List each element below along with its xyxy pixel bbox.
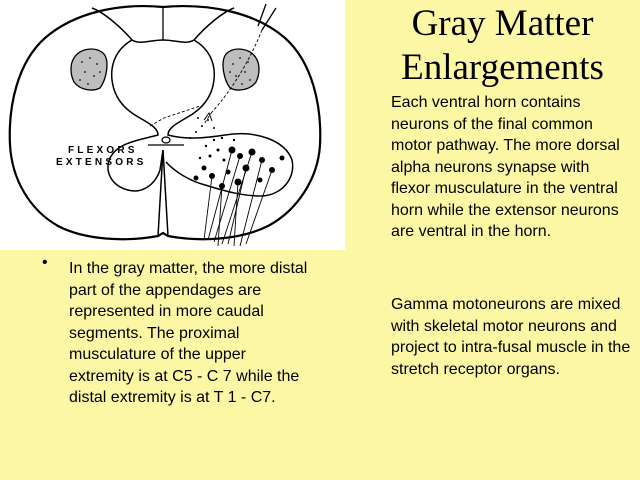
- motor-neuron-cluster: [194, 137, 285, 189]
- title-line-1: Gray Matter: [411, 3, 594, 44]
- slide-title: [380, 2, 625, 90]
- spinal-cord-cross-section-drawing: [0, 0, 345, 250]
- spinal-cord-diagram: [0, 0, 345, 250]
- extensors-label: EXTENSORS: [56, 157, 147, 168]
- spinal-cord-outline: [10, 6, 320, 239]
- ventral-horn-paragraph: Each ventral horn contains neurons of the final common motor pathway. The more dorsal alpha neurons synapse with flexor musculature in the ventral horn while the extensor neurons are ventral in the horn.: [391, 94, 620, 240]
- bullet-text: In the gray matter, the more distal part of the appendages are represented in more caudal segments. The proximal musculature of the upper extremity is at C5 - C 7 while the distal extremity is at T 1 - C7.: [69, 260, 308, 406]
- bullet-marker: •: [42, 254, 48, 271]
- flexors-label: FLEXORS: [68, 145, 138, 156]
- gamma-motoneuron-paragraph: Gamma motoneurons are mixed with skeletal motor neurons and project to intra-fusal muscle in the stretch receptor organs.: [391, 296, 631, 378]
- title-line-2: Enlargements: [401, 47, 604, 88]
- ventral-root-fibers: [204, 150, 272, 246]
